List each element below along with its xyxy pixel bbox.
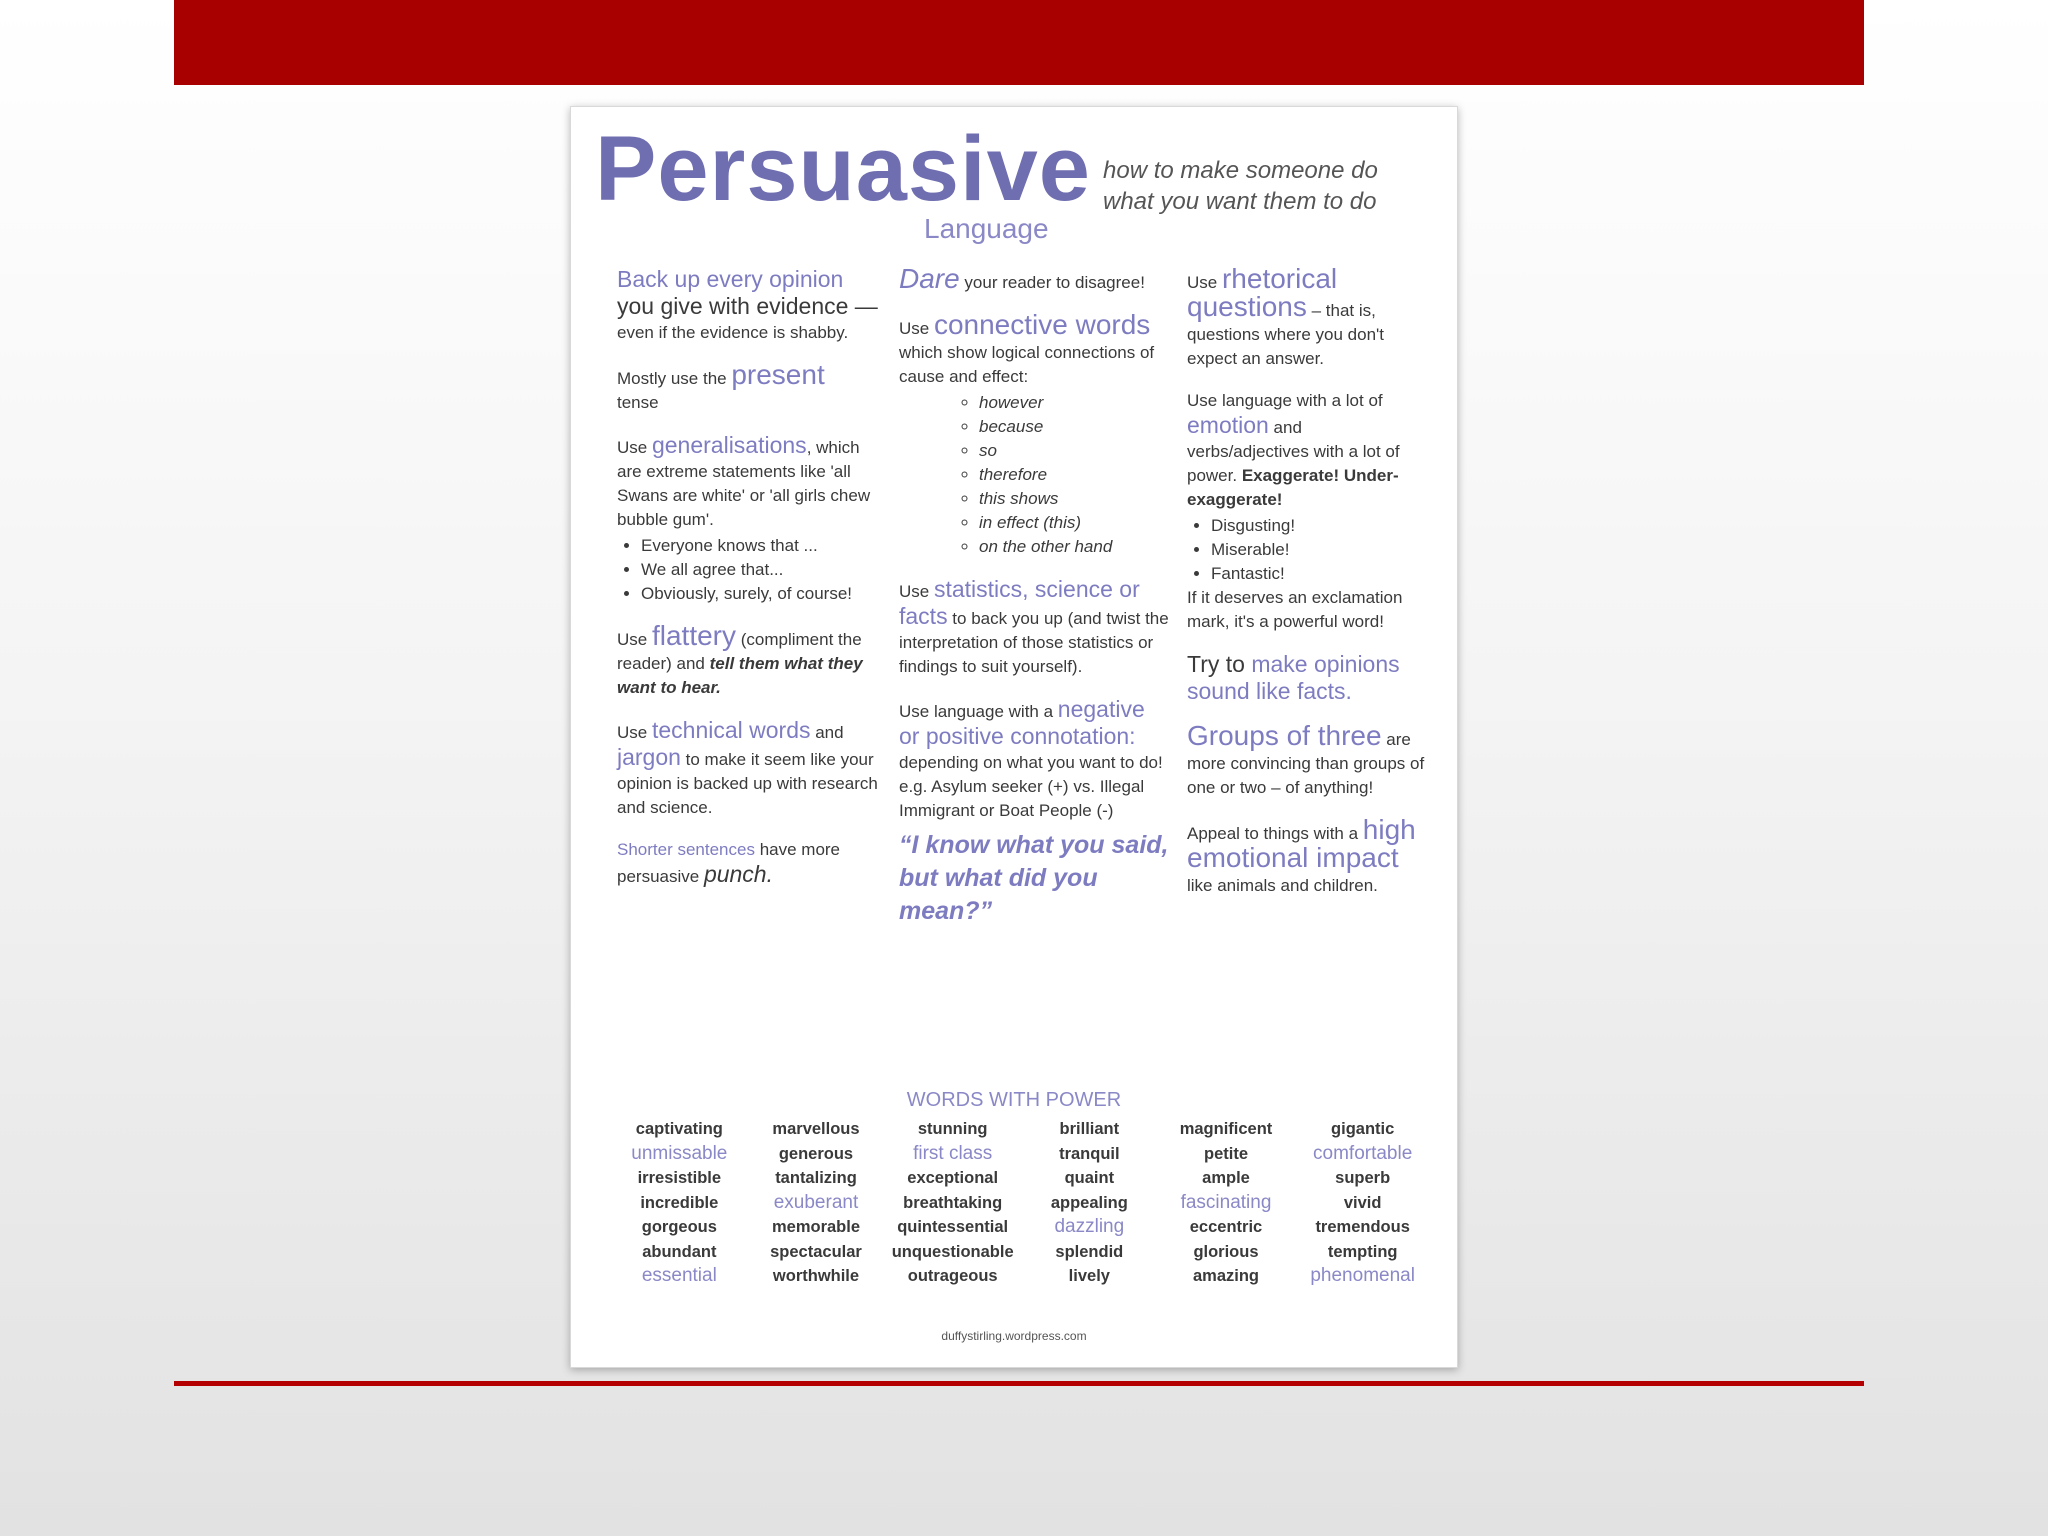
- text: Use: [899, 582, 934, 601]
- keyword-technical-words: technical words: [651, 717, 811, 743]
- text: are more convincing than groups of one or two – of anything!: [1187, 730, 1425, 797]
- power-words-column: [884, 1117, 1021, 1289]
- page-title: Persuasive: [595, 118, 1091, 220]
- tagline-line-2: what you want them to do: [1103, 188, 1377, 215]
- text: tell them what they want to hear.: [617, 654, 863, 697]
- power-word: quintessential: [897, 1218, 1009, 1236]
- keyword-statistics: statistics, science or facts: [899, 576, 1140, 629]
- document-page: [570, 106, 1458, 1368]
- list-item: • We all agree that...: [641, 558, 879, 582]
- list-item: ◦ however: [979, 391, 1169, 415]
- power-word: breathtaking: [903, 1193, 1003, 1212]
- keyword-opinions-facts: make opinions sound like facts.: [1187, 651, 1400, 704]
- text: to back you up (and twist the interpretation of those statistics or findings to suit yourself).: [899, 609, 1169, 676]
- keyword-groups-of-three: Groups of three: [1187, 720, 1382, 751]
- text: and verbs/adjectives with a lot of power.: [1187, 418, 1400, 485]
- tip-groups-of-three: [1187, 720, 1427, 800]
- power-word: irresistible: [637, 1169, 722, 1187]
- power-word: gorgeous: [641, 1218, 717, 1236]
- text: Use: [1187, 273, 1222, 292]
- text: have more persuasive: [617, 840, 841, 886]
- power-word: eccentric: [1189, 1218, 1263, 1236]
- tip-dare: [899, 263, 1169, 295]
- power-word: petite: [1203, 1144, 1248, 1163]
- text: (compliment the reader) and: [617, 630, 862, 673]
- tip-emotion: [1187, 389, 1427, 634]
- emotion-examples: [1187, 514, 1427, 586]
- keyword-generalisations: generalisations: [651, 432, 807, 458]
- column-2: [899, 263, 1169, 946]
- list-item: ◦ this shows: [979, 487, 1169, 511]
- keyword-jargon: jargon: [617, 744, 681, 770]
- power-word: stunning: [917, 1120, 988, 1138]
- power-word: lively: [1068, 1267, 1110, 1285]
- list-item: ◦ so: [979, 439, 1169, 463]
- power-words-grid: [611, 1117, 1431, 1289]
- power-words-column: [1021, 1117, 1158, 1289]
- slide-header-bar: [174, 0, 1864, 85]
- tip-technical-words: [617, 718, 879, 820]
- power-word: glorious: [1193, 1242, 1259, 1261]
- page-subtitle: Language: [924, 213, 1049, 244]
- keyword-rhetorical-questions: rhetorical questions: [1187, 263, 1338, 322]
- text: Shorter sentences: [617, 840, 755, 859]
- list-item: • Fantastic!: [1211, 562, 1427, 586]
- text: Use: [617, 438, 652, 457]
- tip-emotional-impact: [1187, 814, 1427, 898]
- tip-present-tense: [617, 359, 879, 415]
- list-item: ◦ on the other hand: [979, 535, 1169, 559]
- power-word: tremendous: [1315, 1218, 1410, 1236]
- power-word: tranquil: [1059, 1144, 1120, 1163]
- power-words-column: [1158, 1117, 1295, 1289]
- keyword-connotation: negative or positive connotation:: [899, 696, 1145, 749]
- power-word: ample: [1202, 1169, 1250, 1187]
- power-word: memorable: [771, 1218, 861, 1236]
- tip-flattery: [617, 620, 879, 700]
- keyword-flattery: flattery: [651, 620, 736, 651]
- power-word: superb: [1335, 1169, 1391, 1187]
- column-3: [1187, 263, 1427, 916]
- power-word: vivid: [1343, 1193, 1382, 1212]
- list-item: • Everyone knows that ...: [641, 534, 879, 558]
- power-word: exceptional: [907, 1169, 999, 1187]
- keyword-present: present: [731, 359, 825, 390]
- power-words-title: WORDS WITH POWER: [906, 1089, 1122, 1111]
- tip-evidence-head: Back up every opinion: [617, 266, 844, 292]
- power-word: tantalizing: [775, 1169, 857, 1187]
- tip-evidence-note: even if the evidence is shabby.: [617, 323, 849, 342]
- text: and: [810, 723, 844, 742]
- tip-evidence-line: you give with evidence —: [617, 293, 878, 319]
- power-word: worthwhile: [772, 1267, 860, 1285]
- power-words-column: [1294, 1117, 1431, 1289]
- text: – that is, questions where you don't expect an answer.: [1187, 301, 1384, 368]
- text: Use language with a lot of: [1187, 391, 1383, 410]
- text: like animals and children.: [1187, 876, 1378, 895]
- power-word: incredible: [640, 1193, 719, 1212]
- page-footer: duffystirling.wordpress.com: [941, 1329, 1087, 1343]
- list-item: • Obviously, surely, of course!: [641, 582, 879, 606]
- power-word: exuberant: [773, 1191, 859, 1213]
- connective-list: [899, 391, 1169, 559]
- power-word: comfortable: [1313, 1142, 1413, 1164]
- generalisation-examples: [617, 534, 879, 606]
- keyword-dare: Dare: [899, 263, 960, 294]
- text: Exaggerate! Under-exaggerate!: [1187, 466, 1399, 509]
- power-word: essential: [641, 1265, 717, 1286]
- power-word: outrageous: [907, 1267, 998, 1285]
- power-word: spectacular: [770, 1242, 862, 1261]
- list-item: • Miserable!: [1211, 538, 1427, 562]
- text: Try to: [1187, 651, 1252, 677]
- text: Use: [617, 630, 652, 649]
- power-word: quaint: [1064, 1169, 1115, 1187]
- text: Use language with a: [899, 702, 1058, 721]
- list-item: ◦ therefore: [979, 463, 1169, 487]
- text: which show logical connections of cause and effect:: [899, 343, 1155, 386]
- power-word: tempting: [1327, 1242, 1398, 1261]
- text: Appeal to things with a: [1187, 824, 1363, 843]
- power-words-column: [748, 1117, 885, 1289]
- text: punch.: [703, 861, 773, 887]
- text: to make it seem like your opinion is backed up with research and science.: [617, 750, 878, 817]
- text: , which are extreme statements like 'all Swans are white' or 'all girls chew bubble gum'.: [617, 438, 871, 529]
- text: Use: [617, 723, 652, 742]
- page-tagline: [1103, 155, 1443, 217]
- power-word: gigantic: [1331, 1120, 1395, 1138]
- tip-connotation: [899, 697, 1169, 928]
- text: If it deserves an exclamation mark, it's a powerful word!: [1187, 588, 1403, 631]
- power-word: fascinating: [1180, 1191, 1272, 1213]
- column-1: [617, 267, 879, 907]
- quote: “I know what you said, but what did you mean?”: [899, 831, 1169, 925]
- power-word: dazzling: [1054, 1216, 1125, 1237]
- tip-rhetorical: [1187, 263, 1427, 371]
- power-words-column: [611, 1117, 748, 1289]
- list-item: ◦ in effect (this): [979, 511, 1169, 535]
- power-word: unmissable: [631, 1142, 728, 1164]
- power-word: captivating: [635, 1120, 723, 1138]
- power-word: splendid: [1055, 1242, 1124, 1261]
- keyword-high-emotional-impact: high emotional impact: [1187, 814, 1416, 873]
- power-word: magnificent: [1179, 1120, 1273, 1138]
- text: depending on what you want to do! e.g. Asylum seeker (+) vs. Illegal Immigrant or Boat People (-): [899, 753, 1163, 820]
- power-word: abundant: [642, 1242, 717, 1261]
- text: your reader to disagree!: [959, 273, 1145, 292]
- power-word: brilliant: [1059, 1120, 1120, 1138]
- power-word: generous: [778, 1144, 854, 1163]
- text: Mostly use the: [617, 369, 732, 388]
- power-word: first class: [913, 1142, 993, 1164]
- list-item: • Disgusting!: [1211, 514, 1427, 538]
- tip-short-sentences: [617, 838, 879, 889]
- keyword-emotion: emotion: [1187, 412, 1269, 438]
- tip-statistics: [899, 577, 1169, 679]
- power-word: amazing: [1192, 1267, 1259, 1285]
- tagline-line-1: how to make someone do: [1103, 157, 1378, 184]
- power-word: unquestionable: [891, 1242, 1014, 1261]
- list-item: ◦ because: [979, 415, 1169, 439]
- slide-footer-line: [174, 1381, 1864, 1386]
- power-word: marvellous: [772, 1120, 860, 1138]
- power-word: appealing: [1050, 1193, 1128, 1212]
- tip-evidence: [617, 267, 879, 345]
- power-word: phenomenal: [1310, 1265, 1415, 1286]
- keyword-connective-words: connective words: [933, 309, 1151, 340]
- text: tense: [617, 393, 659, 412]
- tip-connectives: [899, 309, 1169, 559]
- text: Use: [899, 319, 934, 338]
- tip-opinions-facts: [1187, 652, 1427, 706]
- tip-generalisations: [617, 433, 879, 606]
